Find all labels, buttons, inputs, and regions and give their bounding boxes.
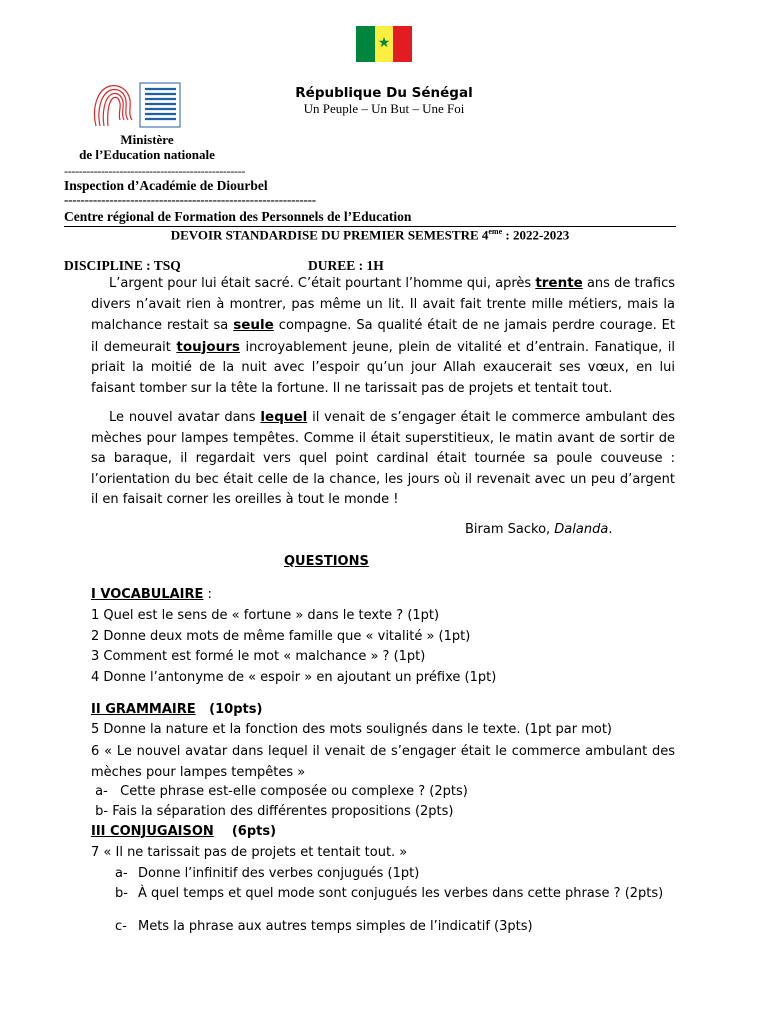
- question-7a-label: a-: [115, 866, 128, 881]
- vocabulary-title: I VOCABULAIRE: [91, 587, 204, 602]
- underlined-word-trente: trente: [535, 275, 583, 291]
- question-7c-label: c-: [115, 919, 127, 934]
- source-end: .: [608, 522, 613, 537]
- duration-label: DUREE : 1H: [308, 258, 384, 273]
- text-paragraph-2: [91, 407, 675, 511]
- question-6b: b- Fais la séparation des différentes propositions (2pts): [91, 804, 454, 819]
- vocabulary-heading: [91, 587, 212, 602]
- senegal-flag: [356, 26, 412, 62]
- question-5: 5 Donne la nature et la fonction des mots soulignés dans le texte. (1pt par mot): [91, 722, 612, 737]
- star-icon: ★: [377, 36, 391, 51]
- underlined-word-lequel: lequel: [260, 409, 308, 425]
- inspection-name: Inspection d’Académie de Diourbel: [64, 178, 268, 193]
- grammar-heading: [91, 702, 262, 717]
- ministry-line-2: de l’Education nationale: [79, 147, 215, 162]
- separator-dashes-2: -------------------------------------------------------------: [64, 192, 316, 207]
- ministry-line-1: Ministère: [120, 132, 174, 147]
- question-6a: a- Cette phrase est-elle composée ou complexe ? (2pts): [91, 784, 468, 799]
- p1-part-b: ans de trafics divers n’avait rien à montrer, pas même un lit. Il avait fait trente mille métiers, mais la malchance restait sa: [91, 276, 675, 333]
- question-7b: À quel temps et quel mode sont conjugués les verbes dans cette phrase ? (2pts): [138, 886, 664, 901]
- centre-name: Centre régional de Formation des Personnels de l’Education: [64, 209, 412, 224]
- p2-part-b: il venait de s’engager était le commerce ambulant des mèches pour lampes tempêtes. Comme il était superstitieux, le matin avant de sortir de sa baraque, il regardait vers quel point cardinal était tournée sa poule couveuse : l’orientation du bec était celle de la chance, les jours où il revenait avec un peu d’argent il en faisait corner les oreilles à tout le monde !: [91, 410, 676, 507]
- ministry-name: [62, 132, 232, 162]
- ministry-logo: [90, 80, 182, 128]
- exam-title: [64, 227, 676, 243]
- grammar-title: II GRAMMAIRE: [91, 702, 196, 717]
- text-source: [465, 522, 612, 537]
- conjugation-points: (6pts): [213, 824, 277, 839]
- exam-title-sup: eme: [488, 227, 503, 236]
- grammar-points: (10pts): [195, 702, 263, 717]
- questions-heading: QUESTIONS: [284, 554, 369, 569]
- republic-title: République Du Sénégal: [295, 85, 473, 101]
- question-7b-label: b-: [115, 886, 128, 901]
- question-4: 4 Donne l’antonyme de « espoir » en ajoutant un préfixe (1pt): [91, 670, 497, 685]
- separator-dashes-1: -------------------------------------------------: [64, 164, 246, 178]
- exam-title-suffix: : 2022-2023: [502, 227, 570, 243]
- conjugation-title: III CONJUGAISON: [91, 824, 214, 839]
- source-title: Dalanda: [554, 522, 609, 537]
- underlined-word-seule: seule: [233, 317, 274, 333]
- republic-motto: Un Peuple – Un But – Une Foi: [303, 101, 465, 116]
- conjugation-heading: [91, 824, 276, 839]
- source-author: Biram Sacko,: [465, 522, 555, 537]
- question-6: 6 « Le nouvel avatar dans lequel il venait de s’engager était le commerce ambulant des mèches pour lampes tempêtes »: [91, 744, 675, 780]
- question-1: 1 Quel est le sens de « fortune » dans le texte ? (1pt): [91, 608, 440, 623]
- question-2: 2 Donne deux mots de même famille que « vitalité » (1pt): [91, 629, 471, 644]
- text-paragraph-1: [91, 273, 675, 399]
- vocabulary-colon: :: [203, 587, 212, 602]
- question-7a: Donne l’infinitif des verbes conjugués (1pt): [138, 866, 420, 881]
- p1-part-d: incroyablement jeune, plein de vitalité et d’entrain. Fanatique, il priait la moitié de la nuit avec l’espoir qu’un jour Allah exaucerait ses vœux, en lui faisant tomber sur la tête la fortune. Il ne tarissait pas de projets et tentait tout.: [91, 339, 675, 396]
- p2-part-a: Le nouvel avatar dans: [109, 410, 261, 425]
- exam-title-prefix: DEVOIR STANDARDISE DU PREMIER SEMESTRE 4: [170, 227, 489, 243]
- question-7c: Mets la phrase aux autres temps simples de l’indicatif (3pts): [138, 919, 533, 934]
- p1-part-c: compagne. Sa qualité était de ne jamais perdre courage. Et il demeurait: [91, 318, 675, 355]
- question-3: 3 Comment est formé le mot « malchance » ? (1pt): [91, 649, 426, 664]
- question-7: 7 « Il ne tarissait pas de projets et tentait tout. »: [91, 845, 408, 860]
- p1-part-a: L’argent pour lui était sacré. C’était pourtant l’homme qui, après: [109, 276, 536, 291]
- discipline-label: DISCIPLINE : TSQ: [64, 258, 181, 273]
- underlined-word-toujours: toujours: [176, 338, 240, 355]
